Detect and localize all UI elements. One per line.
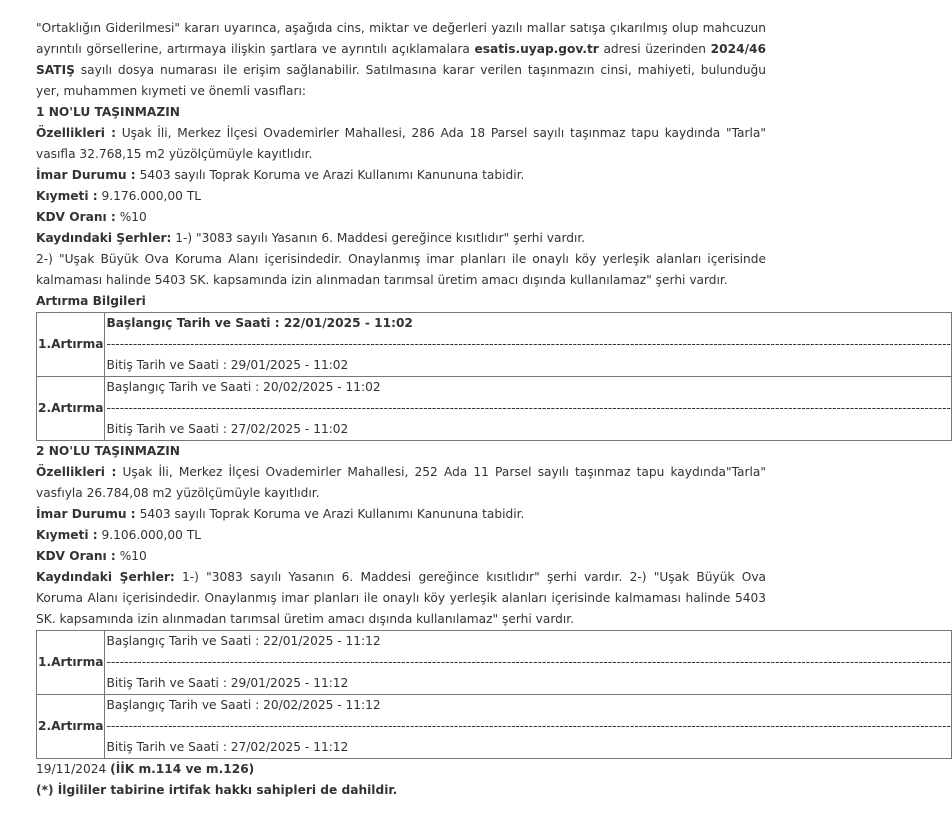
auction-end: Bitiş Tarih ve Saati : 27/02/2025 - 11:12 <box>106 740 349 754</box>
law-reference: (İİK m.114 ve m.126) <box>110 762 255 776</box>
features-label: Özellikleri : <box>36 465 117 479</box>
auction-label: 2.Artırma <box>37 695 105 759</box>
auction-dates <box>104 377 951 441</box>
features-label: Özellikleri : <box>36 126 116 140</box>
annotations-label: Kaydındaki Şerhler: <box>36 231 172 245</box>
vat-label: KDV Oranı : <box>36 210 116 224</box>
sale-announcement <box>36 18 951 801</box>
vat-label: KDV Oranı : <box>36 549 116 563</box>
auction-table <box>36 630 952 759</box>
property-block <box>36 441 951 759</box>
value-amount: 9.106.000,00 TL <box>101 528 202 542</box>
annotations-value: 1-) "3083 sayılı Yasanın 6. Maddesi gereğince kısıtlıdır" şerhi vardır. 2-) "Uşak Büyük Ova Koruma Alanı içerisindedir. Onaylanmış imar planları ile onaylı köy yerleşik alanları içerisinde kalmaması halinde 5403 SK. kapsamında izin alınmadan tarımsal üretim amacı dışında kullanılamaz" şerhi vardır. <box>36 570 766 626</box>
site-link-text: esatis.uyap.gov.tr <box>474 42 599 56</box>
property-title: 2 NO'LU TAŞINMAZIN <box>36 444 180 458</box>
intro-paragraph <box>36 18 766 102</box>
auction-start: Başlangıç Tarih ve Saati : 20/02/2025 - 11:02 <box>106 380 381 394</box>
annotations-value: 1-) "3083 sayılı Yasanın 6. Maddesi gereğince kısıtlıdır" şerhi vardır. <box>175 231 586 245</box>
zoning-value: 5403 sayılı Toprak Koruma ve Arazi Kullanımı Kanununa tabidir. <box>139 507 525 521</box>
zoning-label: İmar Durumu : <box>36 507 136 521</box>
file-number: 2024/46 SATIŞ <box>36 42 767 77</box>
value-label: Kıymeti : <box>36 189 98 203</box>
auction-label: 1.Artırma <box>37 313 105 377</box>
announcement-date: 19/11/2024 <box>36 762 107 776</box>
divider: ------------------------------------------------------------------------------------------------------------------------------------------------------------------------------------------------ <box>106 401 951 415</box>
vat-rate: %10 <box>119 549 147 563</box>
auction-end: Bitiş Tarih ve Saati : 29/01/2025 - 11:12 <box>106 676 349 690</box>
auction-row <box>37 313 952 377</box>
zoning-label: İmar Durumu : <box>36 168 136 182</box>
intro-text: sayılı dosya numarası ile erişim sağlanabilir. Satılmasına karar verilen taşınmazın cinsi, mahiyeti, bulunduğu yer, muhammen kıymeti ve önemli vasıfları: <box>36 63 767 98</box>
auction-label: 2.Artırma <box>37 377 105 441</box>
property-block <box>36 102 951 441</box>
auction-dates <box>104 695 951 759</box>
value-amount: 9.176.000,00 TL <box>101 189 202 203</box>
zoning-value: 5403 sayılı Toprak Koruma ve Arazi Kullanımı Kanununa tabidir. <box>139 168 525 182</box>
property-title: 1 NO'LU TAŞINMAZIN <box>36 105 180 119</box>
features-value: Uşak İli, Merkez İlçesi Ovademirler Mahallesi, 286 Ada 18 Parsel sayılı taşınmaz tapu kaydında "Tarla" vasıfla 32.768,15 m2 yüzölçümüyle kayıtlıdır. <box>36 126 766 161</box>
value-label: Kıymeti : <box>36 528 98 542</box>
auction-start: Başlangıç Tarih ve Saati : 22/01/2025 - 11:12 <box>106 634 381 648</box>
auction-row <box>37 695 952 759</box>
auction-start: Başlangıç Tarih ve Saati : 22/01/2025 - 11:02 <box>106 316 413 330</box>
annotations-label: Kaydındaki Şerhler: <box>36 570 175 584</box>
annotations-continued: 2-) "Uşak Büyük Ova Koruma Alanı içerisindedir. Onaylanmış imar planları ile onaylı köy yerleşik alanları içerisinde kalmaması halinde 5403 SK. kapsamında izin alınmadan tarımsal üretim amacı dışında kullanılamaz" şerhi vardır. <box>36 252 766 287</box>
footer-date-line <box>36 759 766 780</box>
divider: ------------------------------------------------------------------------------------------------------------------------------------------------------------------------------------------------ <box>106 719 951 733</box>
auction-dates <box>104 313 951 377</box>
footnote: (*) İlgililer tabirine irtifak hakkı sahipleri de dahildir. <box>36 783 398 797</box>
divider: ------------------------------------------------------------------------------------------------------------------------------------------------------------------------------------------------ <box>106 655 951 669</box>
features-value: Uşak İli, Merkez İlçesi Ovademirler Mahallesi, 252 Ada 11 Parsel sayılı taşınmaz tapu kaydında"Tarla" vasfıyla 26.784,08 m2 yüzölçümüyle kayıtlıdır. <box>36 465 766 500</box>
auction-row <box>37 631 952 695</box>
auction-row <box>37 377 952 441</box>
auction-label: 1.Artırma <box>37 631 105 695</box>
intro-text: "Ortaklığın Giderilmesi" kararı uyarınca, aşağıda cins, miktar ve değerleri yazılı mallar satışa çıkarılmış olup mahcuzun ayrıntılı görsellerine, artırmaya ilişkin şartlara ve ayrıntılı açıklamalara <box>36 21 766 56</box>
vat-rate: %10 <box>119 210 147 224</box>
auction-start: Başlangıç Tarih ve Saati : 20/02/2025 - 11:12 <box>106 698 381 712</box>
auction-end: Bitiş Tarih ve Saati : 27/02/2025 - 11:02 <box>106 422 349 436</box>
intro-text: adresi üzerinden <box>603 42 707 56</box>
auction-info-heading: Artırma Bilgileri <box>36 294 146 308</box>
auction-dates <box>104 631 951 695</box>
auction-table <box>36 312 952 441</box>
divider: ------------------------------------------------------------------------------------------------------------------------------------------------------------------------------------------------ <box>106 337 951 351</box>
auction-end: Bitiş Tarih ve Saati : 29/01/2025 - 11:02 <box>106 358 349 372</box>
